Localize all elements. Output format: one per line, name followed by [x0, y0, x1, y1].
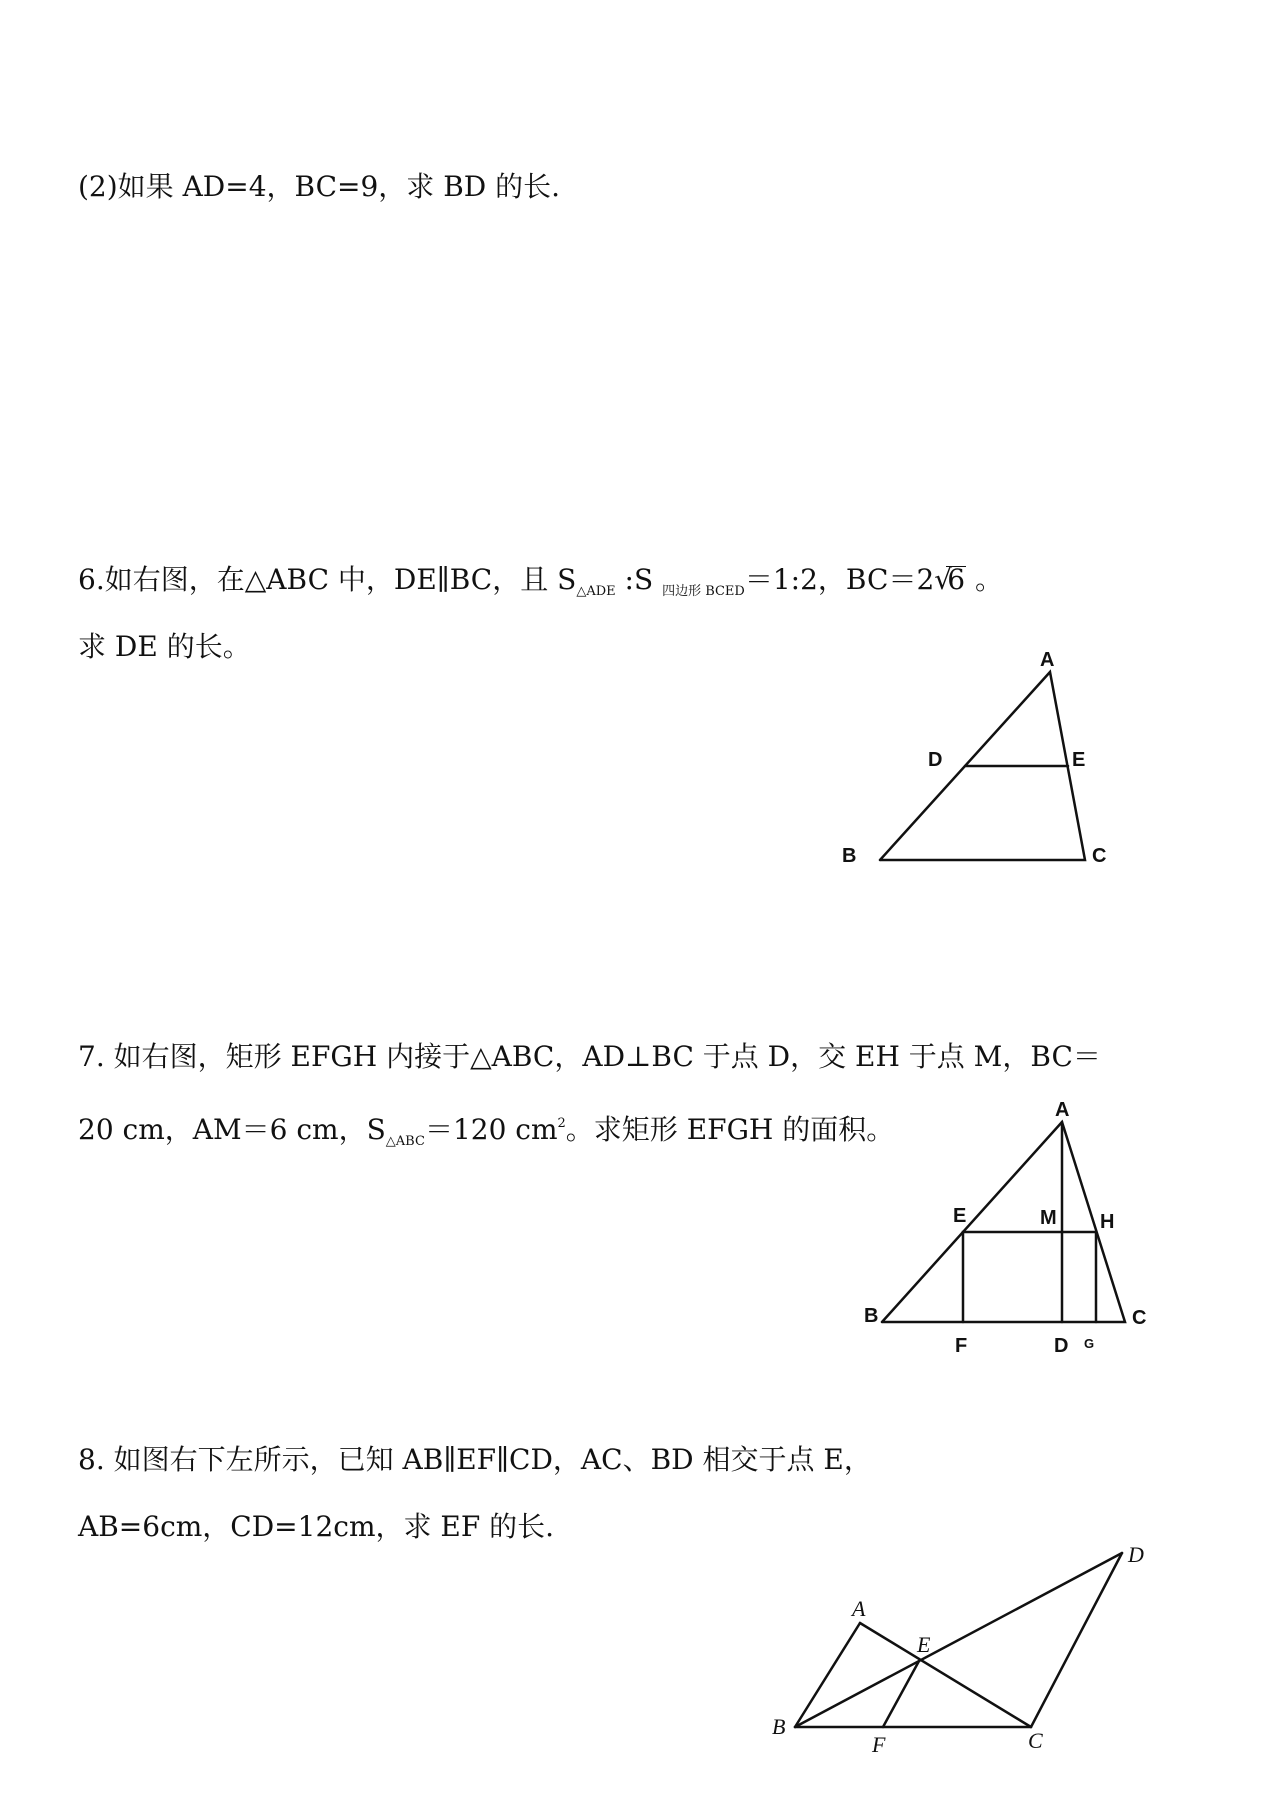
question-7-line-2: [78, 1107, 894, 1159]
q6-subscript-ade: △ADE: [576, 584, 616, 599]
q8-segment-ba: [795, 1623, 860, 1727]
q7-label-d: D: [1054, 1335, 1069, 1357]
q7-triangle-abc: [882, 1122, 1125, 1322]
q7-text-b: ＝120 cm: [424, 1113, 558, 1146]
q7-text-c: 。求矩形 EFGH 的面积。: [565, 1113, 895, 1146]
q6-triangle-abc: [880, 672, 1085, 860]
q6-text-a: 6.如右图，在△ABC 中，DE∥BC，且 S: [78, 563, 577, 596]
q8-label-b: B: [772, 1714, 786, 1739]
q6-text-c: ＝1:2，BC＝2: [744, 563, 935, 596]
question-6-line-2: 求 DE 的长。: [78, 630, 251, 663]
q7-subscript-abc: △ABC: [385, 1134, 425, 1149]
q7-label-b: B: [864, 1305, 879, 1327]
q7-label-e: E: [953, 1205, 967, 1227]
q6-label-e: E: [1072, 749, 1086, 771]
q7-text-a: 20 cm，AM＝6 cm，S: [78, 1113, 386, 1146]
q7-rectangle-efgh: [963, 1232, 1096, 1322]
q6-sqrt-arg: 6: [947, 563, 966, 596]
q7-superscript: 2: [557, 1116, 566, 1131]
q6-label-d: D: [928, 749, 943, 771]
q6-label-c: C: [1092, 845, 1107, 867]
sqrt-icon: √: [934, 563, 953, 596]
q6-sqrt: [934, 563, 966, 597]
q8-segment-dc: [1031, 1553, 1122, 1727]
q6-label-a: A: [1040, 649, 1055, 671]
q6-text-d: 。: [966, 563, 1003, 596]
q8-label-d: D: [1128, 1542, 1144, 1567]
q8-label-e: E: [917, 1632, 931, 1657]
question-5-part-2: (2)如果 AD=4，BC=9，求 BD 的长.: [78, 170, 561, 203]
q6-subscript-bced: 四边形 BCED: [662, 584, 745, 599]
q6-label-b: B: [842, 845, 857, 867]
question-8-line-2: AB=6cm，CD=12cm，求 EF 的长.: [78, 1510, 555, 1543]
q8-label-f: F: [872, 1732, 886, 1757]
q8-label-c: C: [1028, 1728, 1043, 1753]
q7-label-f: F: [955, 1335, 968, 1357]
question-8-line-1: 8. 如图右下左所示，已知 AB∥EF∥CD，AC、BD 相交于点 E，: [78, 1443, 872, 1476]
q7-label-g: G: [1084, 1336, 1095, 1351]
q8-label-a: A: [852, 1596, 866, 1621]
q8-segment-ac: [860, 1623, 1031, 1727]
q7-label-c: C: [1132, 1307, 1147, 1329]
q7-label-h: H: [1100, 1211, 1115, 1233]
question-7-line-1: 7. 如右图，矩形 EFGH 内接于△ABC，AD⊥BC 于点 D，交 EH 于点 M，BC＝: [78, 1040, 1101, 1073]
q6-triangle: [880, 672, 1085, 860]
q6-text-b: :S: [615, 563, 663, 596]
question-6-line-1: [78, 563, 1003, 609]
q8-segment-bd: [795, 1553, 1122, 1727]
q7-label-a: A: [1055, 1099, 1070, 1121]
q8-segment-fe: [883, 1661, 919, 1727]
q7-label-m: M: [1040, 1207, 1057, 1229]
